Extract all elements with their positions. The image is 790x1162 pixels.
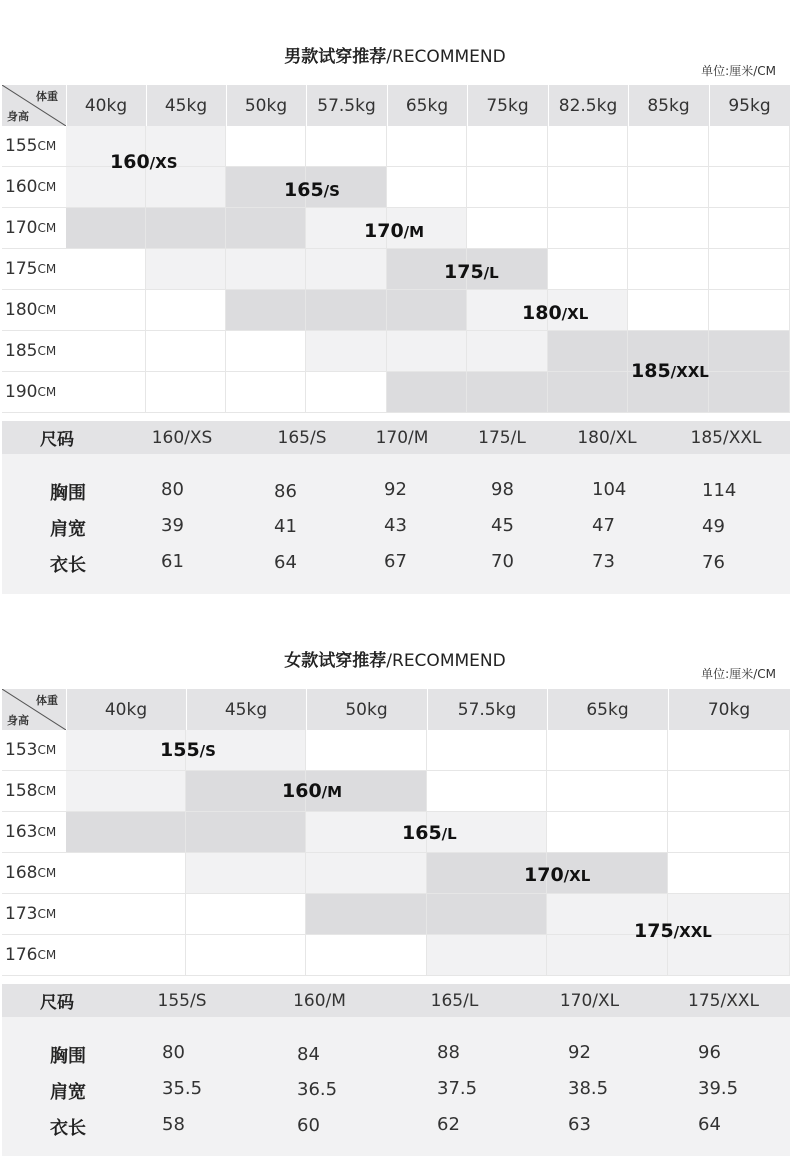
size-tag-suffix: /XL <box>563 867 591 885</box>
grid-cell <box>306 290 387 331</box>
grid-cell <box>66 290 146 331</box>
women-recommend-grid <box>2 689 790 976</box>
grid-cell <box>66 771 186 812</box>
measurement-value: 76 <box>702 552 725 573</box>
weight-header-cell: 57.5kg <box>317 95 376 116</box>
grid-cell <box>186 853 306 894</box>
men-section-title: 男款试穿推荐/RECOMMEND <box>284 47 506 67</box>
size-header-cell: 160/M <box>293 990 346 1011</box>
size-recommend-tag <box>110 151 178 173</box>
measurement-value: 62 <box>437 1114 460 1135</box>
measurement-value: 45 <box>491 515 514 536</box>
weight-header-cell: 75kg <box>486 95 529 116</box>
measurement-value: 92 <box>568 1042 591 1063</box>
men-unit-label: 单位:厘米/CM <box>701 64 776 78</box>
measurement-value: 63 <box>568 1114 591 1135</box>
measurement-value: 35.5 <box>162 1078 203 1099</box>
corner-height-label: 身高 <box>7 714 29 727</box>
size-header-cell: 165/L <box>430 990 479 1011</box>
height-label-cell <box>2 331 66 372</box>
size-header-label: 尺码 <box>40 430 74 450</box>
grid-cell <box>226 208 306 249</box>
size-tag-number: 175 <box>634 920 674 942</box>
height-unit: CM <box>37 948 57 962</box>
height-unit: CM <box>37 221 57 235</box>
grid-cell <box>66 372 146 413</box>
grid-cell <box>226 331 306 372</box>
measurement-value: 39 <box>161 515 184 536</box>
height-row <box>2 167 790 208</box>
size-tag-suffix: /S <box>199 742 216 760</box>
height-label-cell <box>2 812 66 853</box>
height-label-cell <box>2 208 66 249</box>
grid-cell <box>547 730 668 771</box>
weight-header-cell: 82.5kg <box>558 95 618 116</box>
grid-cell <box>709 372 790 413</box>
size-tag-suffix: /L <box>483 264 499 282</box>
height-unit: CM <box>37 139 57 153</box>
size-tag-number: 170 <box>524 864 564 886</box>
size-header-label: 尺码 <box>40 993 74 1013</box>
grid-cell <box>226 290 306 331</box>
grid-cell <box>226 126 306 167</box>
grid-cell <box>668 730 790 771</box>
grid-cell <box>467 167 548 208</box>
size-header-cell: 185/XXL <box>690 427 762 448</box>
size-recommend-tag <box>634 920 712 942</box>
measurement-value: 64 <box>274 552 297 573</box>
corner-weight-label: 体重 <box>36 694 58 707</box>
header-divider <box>548 85 549 126</box>
size-recommend-tag <box>160 739 216 761</box>
height-value: 153 <box>5 740 38 760</box>
weight-header-cell: 45kg <box>224 699 268 720</box>
size-recommend-tag <box>364 220 424 242</box>
grid-cell <box>548 249 628 290</box>
grid-cell <box>427 935 547 976</box>
men-measurement-table <box>2 421 790 594</box>
size-tag-number: 165 <box>402 822 442 844</box>
grid-cell <box>668 771 790 812</box>
grid-cell <box>547 771 668 812</box>
height-row <box>2 249 790 290</box>
height-value: 185 <box>5 341 38 361</box>
height-row <box>2 812 790 853</box>
size-tag-number: 160 <box>110 151 150 173</box>
height-unit: CM <box>37 303 57 317</box>
measurement-value: 47 <box>592 515 615 536</box>
grid-cell <box>186 812 306 853</box>
height-label-cell <box>2 853 66 894</box>
height-label-cell <box>2 894 66 935</box>
grid-cell <box>387 372 467 413</box>
height-value: 155 <box>5 136 38 156</box>
size-tag-suffix: /L <box>441 825 457 843</box>
size-header-cell: 155/S <box>157 990 207 1011</box>
grid-cell <box>306 126 387 167</box>
header-divider <box>66 85 67 126</box>
size-tag-suffix: /XXL <box>670 363 709 381</box>
women-section-title: 女款试穿推荐/RECOMMEND <box>284 651 506 671</box>
grid-cell <box>548 167 628 208</box>
size-recommend-tag <box>522 302 588 324</box>
grid-cell <box>668 812 790 853</box>
height-label-cell <box>2 167 66 208</box>
header-divider <box>427 689 428 730</box>
size-tag-number: 155 <box>160 739 200 761</box>
grid-cell <box>306 853 427 894</box>
height-unit: CM <box>37 262 57 276</box>
header-divider <box>668 689 669 730</box>
weight-header-cell: 85kg <box>647 95 690 116</box>
grid-cell <box>66 331 146 372</box>
measurement-value: 80 <box>161 479 184 500</box>
measurement-row-label: 胸围 <box>50 483 86 504</box>
header-divider <box>226 85 227 126</box>
header-divider <box>628 85 629 126</box>
size-tag-number: 175 <box>444 261 484 283</box>
weight-header-cell: 65kg <box>586 699 629 720</box>
grid-cell <box>709 249 790 290</box>
size-header-cell: 175/XXL <box>688 990 759 1011</box>
size-tag-suffix: /S <box>323 182 340 200</box>
grid-cell <box>628 290 709 331</box>
measurement-value: 58 <box>162 1114 185 1135</box>
measurement-value: 67 <box>384 551 407 572</box>
grid-cell <box>66 812 186 853</box>
size-tag-suffix: /XS <box>149 154 178 172</box>
women-unit-label: 单位:厘米/CM <box>701 667 776 681</box>
grid-cell <box>66 167 146 208</box>
measurement-row-label: 衣长 <box>50 1118 86 1139</box>
height-label-cell <box>2 730 66 771</box>
measurement-value: 39.5 <box>698 1078 739 1099</box>
weight-header-cell: 40kg <box>84 95 128 116</box>
size-recommend-tag <box>631 360 709 382</box>
size-header-cell: 175/L <box>478 427 526 448</box>
women-measurement-table <box>2 984 790 1156</box>
grid-cell <box>628 208 709 249</box>
header-divider <box>186 689 187 730</box>
header-divider <box>66 689 67 730</box>
grid-cell <box>709 126 790 167</box>
header-divider <box>709 85 710 126</box>
height-row <box>2 290 790 331</box>
height-value: 163 <box>5 822 38 842</box>
measurement-value: 84 <box>297 1044 320 1065</box>
size-tag-suffix: /XL <box>561 305 589 323</box>
grid-cell <box>66 935 186 976</box>
men-recommend-grid <box>2 85 790 413</box>
height-value: 170 <box>5 218 38 238</box>
grid-cell <box>628 126 709 167</box>
grid-cell <box>146 331 226 372</box>
measurement-value: 49 <box>702 516 725 537</box>
grid-cell <box>146 249 226 290</box>
height-row <box>2 771 790 812</box>
grid-cell <box>709 167 790 208</box>
header-divider <box>306 85 307 126</box>
measurement-value: 98 <box>491 479 514 500</box>
weight-header-cell: 95kg <box>728 95 771 116</box>
height-value: 173 <box>5 904 38 924</box>
size-tag-number: 160 <box>282 780 322 802</box>
header-divider <box>146 85 147 126</box>
height-unit: CM <box>37 825 57 839</box>
grid-cell <box>548 126 628 167</box>
corner-weight-label: 体重 <box>36 90 58 103</box>
size-tag-suffix: /M <box>403 223 425 241</box>
height-unit: CM <box>37 866 57 880</box>
size-recommend-tag <box>402 822 457 844</box>
grid-cell <box>306 372 387 413</box>
grid-cell <box>306 894 427 935</box>
grid-cell <box>186 894 306 935</box>
header-divider <box>547 689 548 730</box>
grid-cell <box>467 372 548 413</box>
weight-header-cell: 57.5kg <box>457 699 517 720</box>
size-tag-number: 165 <box>284 179 324 201</box>
grid-cell <box>306 331 387 372</box>
weight-header-cell: 70kg <box>707 699 751 720</box>
measurement-value: 61 <box>161 551 184 572</box>
grid-cell <box>427 730 547 771</box>
size-recommend-tag <box>282 780 342 802</box>
grid-cell <box>66 853 186 894</box>
size-header-cell: 180/XL <box>577 427 637 448</box>
grid-cell <box>146 372 226 413</box>
grid-cell <box>306 935 427 976</box>
measurement-value: 64 <box>698 1114 721 1135</box>
height-unit: CM <box>37 743 57 757</box>
height-value: 158 <box>5 781 38 801</box>
size-header-cell: 160/XS <box>151 427 213 448</box>
height-value: 190 <box>5 382 38 402</box>
measurement-row-label: 胸围 <box>50 1046 86 1067</box>
grid-cell <box>709 331 790 372</box>
height-value: 160 <box>5 177 38 197</box>
measurement-value: 37.5 <box>437 1078 478 1099</box>
measurement-row-label: 肩宽 <box>50 1082 86 1103</box>
grid-cell <box>628 167 709 208</box>
height-value: 175 <box>5 259 38 279</box>
height-row <box>2 853 790 894</box>
height-value: 180 <box>5 300 38 320</box>
measurement-value: 70 <box>491 551 514 572</box>
grid-cell <box>548 208 628 249</box>
measurement-row-label: 衣长 <box>50 555 86 576</box>
size-header-cell: 165/S <box>277 427 327 448</box>
size-recommend-tag <box>524 864 590 886</box>
height-label-cell <box>2 372 66 413</box>
measurement-row-label: 肩宽 <box>50 519 86 540</box>
grid-cell <box>146 290 226 331</box>
measurement-value: 86 <box>274 481 297 502</box>
height-label-cell <box>2 290 66 331</box>
grid-cell <box>387 167 467 208</box>
measurement-value: 92 <box>384 479 407 500</box>
weight-header-cell: 50kg <box>345 699 388 720</box>
size-tag-number: 185 <box>631 360 671 382</box>
grid-cell <box>427 894 547 935</box>
corner-cell <box>2 85 66 126</box>
height-unit: CM <box>37 180 57 194</box>
grid-cell <box>548 331 628 372</box>
height-unit: CM <box>37 344 57 358</box>
measurement-value: 80 <box>162 1042 185 1063</box>
height-unit: CM <box>37 784 57 798</box>
height-label-cell <box>2 126 66 167</box>
weight-header-cell: 45kg <box>164 95 208 116</box>
grid-cell <box>427 771 547 812</box>
grid-cell <box>467 331 548 372</box>
size-header-cell: 170/XL <box>559 990 620 1011</box>
grid-cell <box>467 126 548 167</box>
size-tag-suffix: /XXL <box>673 923 712 941</box>
height-row <box>2 730 790 771</box>
measurement-value: 38.5 <box>568 1078 609 1099</box>
grid-cell <box>387 331 467 372</box>
size-recommend-tag <box>284 179 340 201</box>
grid-cell <box>467 208 548 249</box>
grid-cell <box>186 935 306 976</box>
header-divider <box>306 689 307 730</box>
grid-cell <box>146 208 226 249</box>
measurement-value: 41 <box>274 516 297 537</box>
height-unit: CM <box>37 385 57 399</box>
grid-cell <box>548 372 628 413</box>
grid-cell <box>66 894 186 935</box>
grid-cell <box>226 249 306 290</box>
weight-header-cell: 50kg <box>244 95 288 116</box>
grid-cell <box>226 372 306 413</box>
weight-header-cell: 65kg <box>405 95 449 116</box>
grid-cell <box>628 249 709 290</box>
measurement-value: 114 <box>702 480 737 501</box>
header-divider <box>387 85 388 126</box>
height-unit: CM <box>37 907 57 921</box>
grid-cell <box>709 290 790 331</box>
measurement-value: 104 <box>592 479 627 500</box>
grid-cell <box>547 812 668 853</box>
grid-cell <box>387 126 467 167</box>
grid-cell <box>668 853 790 894</box>
corner-cell <box>2 689 66 730</box>
grid-cell <box>709 208 790 249</box>
grid-cell <box>306 249 387 290</box>
grid-cell <box>66 208 146 249</box>
height-label-cell <box>2 771 66 812</box>
height-label-cell <box>2 935 66 976</box>
height-value: 176 <box>5 945 38 965</box>
measurement-value: 36.5 <box>297 1079 338 1100</box>
grid-cell <box>66 249 146 290</box>
weight-header-cell: 40kg <box>104 699 148 720</box>
size-header-cell: 170/M <box>375 427 429 448</box>
measurement-body <box>2 1017 790 1156</box>
size-tag-number: 180 <box>522 302 562 324</box>
measurement-value: 88 <box>437 1042 460 1063</box>
measurement-value: 43 <box>384 515 407 536</box>
size-tag-suffix: /M <box>321 783 343 801</box>
size-tag-number: 170 <box>364 220 404 242</box>
size-recommend-tag <box>444 261 499 283</box>
measurement-value: 60 <box>297 1115 320 1136</box>
grid-cell <box>387 290 467 331</box>
measurement-value: 96 <box>698 1042 721 1063</box>
grid-cell <box>146 167 226 208</box>
measurement-value: 73 <box>592 551 615 572</box>
header-divider <box>467 85 468 126</box>
height-label-cell <box>2 249 66 290</box>
corner-height-label: 身高 <box>7 110 29 123</box>
height-value: 168 <box>5 863 38 883</box>
grid-cell <box>306 730 427 771</box>
